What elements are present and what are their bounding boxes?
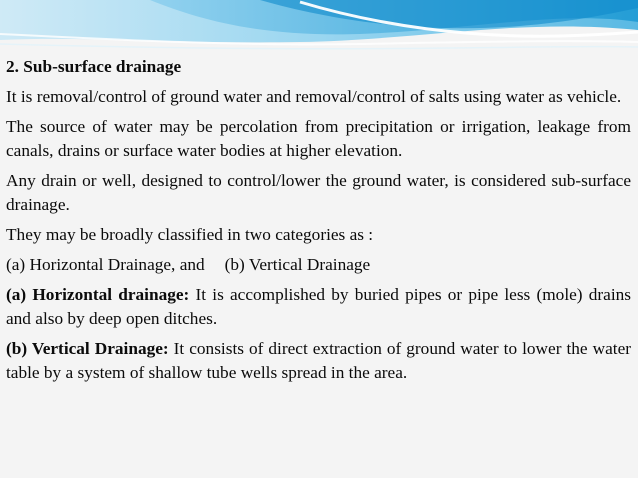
- wave-graphic: [0, 0, 638, 52]
- slide-body: [6, 55, 631, 391]
- header-wave-decoration: [0, 0, 638, 52]
- class-vertical: (b) Vertical Drainage: [224, 255, 371, 274]
- horizontal-drainage-paragraph: [6, 283, 631, 331]
- vertical-drainage-term: (b) Vertical Drainage:: [6, 339, 169, 358]
- vertical-drainage-text: It consists of direct extraction of ground water to lower the water table by a system of shallow tube wells spread in the area.: [6, 339, 631, 382]
- drain-well-paragraph: Any drain or well, designed to control/lower the ground water, is considered sub-surface drainage.: [6, 171, 631, 214]
- classification-list: [6, 253, 631, 277]
- class-horizontal: (a) Horizontal Drainage, and: [6, 255, 205, 274]
- definition-paragraph: It is removal/control of ground water and removal/control of salts using water as vehicle.: [6, 87, 622, 106]
- classification-intro: They may be broadly classified in two categories as :: [6, 225, 374, 244]
- horizontal-drainage-term: (a) Horizontal drainage:: [6, 285, 190, 304]
- vertical-drainage-paragraph: [6, 337, 631, 385]
- section-heading: 2. Sub-surface drainage: [6, 57, 182, 76]
- horizontal-drainage-text: It is accomplished by buried pipes or pipe less (mole) drains and also by deep open ditches.: [6, 285, 631, 328]
- source-paragraph: The source of water may be percolation from precipitation or irrigation, leakage from canals, drains or surface water bodies at higher elevation.: [6, 117, 631, 160]
